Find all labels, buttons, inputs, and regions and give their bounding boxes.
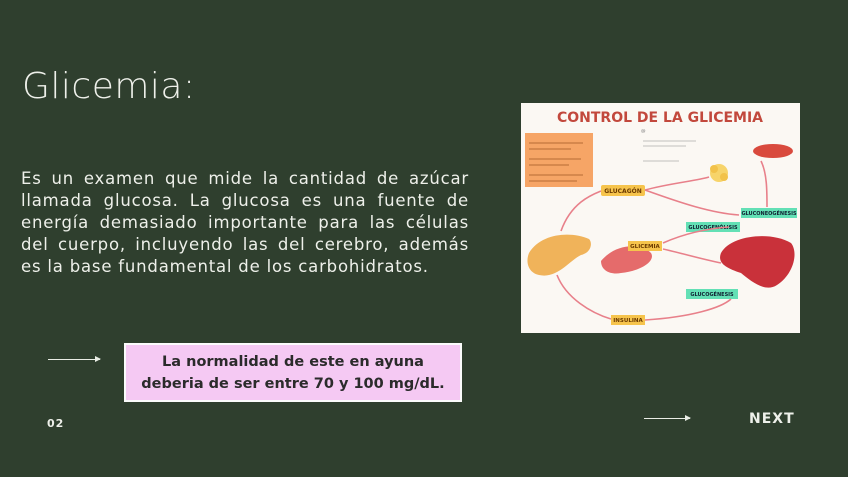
decorative-arrow-left xyxy=(48,359,100,360)
slide-title: Glicemia: xyxy=(22,66,196,107)
diagram-illustration xyxy=(521,103,800,333)
slide-body-text: Es un examen que mide la cantidad de azúcar llamada glucosa. La glucosa es una fuente de energía demasiado importante para las células del cuerpo, incluyendo las del cerebro, además es la base fundamental de los carbohidratos. xyxy=(21,169,469,276)
gluconeogenesis-label: GLUCONEOGÉNESIS xyxy=(741,211,797,217)
diagram-credit-mark: @ xyxy=(641,129,646,134)
glucogenolisis-label: GLUCOGENÓLISIS xyxy=(688,225,738,231)
glucagon-label: GLUCAGÓN xyxy=(604,188,642,195)
glucogenesis-label: GLUCOGÉNESIS xyxy=(690,292,734,298)
normal-range-callout xyxy=(124,343,462,402)
next-arrow[interactable] xyxy=(644,418,690,419)
glicemia-label: GLICEMIA xyxy=(630,244,660,250)
diagram-title: CONTROL DE LA GLICEMIA xyxy=(556,110,764,126)
pancreas-illustration xyxy=(527,235,590,276)
info-box xyxy=(525,133,593,187)
page-number: 02 xyxy=(47,417,65,430)
insulina-label: INSULINA xyxy=(613,318,643,324)
next-button[interactable]: NEXT xyxy=(749,411,795,427)
muscle-illustration xyxy=(753,144,793,158)
glycemia-control-diagram xyxy=(521,103,800,333)
liver-illustration xyxy=(720,236,794,287)
callout-text: La normalidad de este en ayuna deberia de ser entre 70 y 100 mg/dL. xyxy=(141,353,445,392)
